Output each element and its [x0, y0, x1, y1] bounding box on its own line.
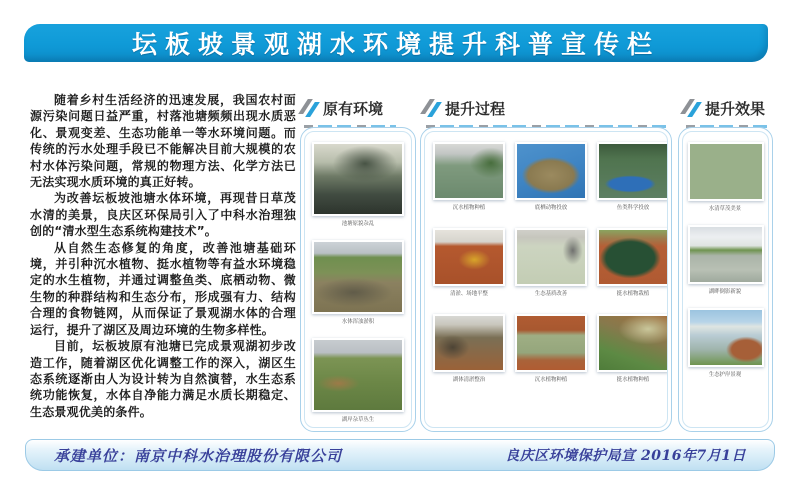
photo-figure	[433, 314, 505, 383]
photo-process-substrate-improve	[515, 228, 587, 286]
photo-figure	[597, 228, 668, 297]
panel-improvement-process	[420, 127, 672, 432]
photo-caption: 挺水植物种植	[616, 376, 650, 383]
photo-effect-green-pond	[688, 142, 764, 201]
photo-figure	[688, 308, 764, 378]
panel-inner-border	[682, 131, 769, 428]
photo-caption: 清淤、场地平整	[450, 290, 488, 297]
intro-paragraph: 为改善坛板坡池塘水体环境，再现昔日草茂水清的美景，良庆区环保局引入了中科水治理独创的“清水型生态系统构建技术”。	[30, 191, 296, 239]
photo-figure	[433, 142, 505, 211]
publisher-date-text: 良庆区环境保护局宣 2016年7月1日	[505, 448, 746, 464]
photo-caption: 生态基质改善	[534, 290, 568, 297]
photo-process-fish-release	[597, 142, 668, 200]
panel-inner-border	[424, 131, 668, 428]
photo-caption: 生态护岸景观	[709, 371, 742, 378]
photo-figure	[597, 314, 668, 383]
photo-process-dredging	[433, 314, 505, 372]
photo-caption: 水清草茂美景	[709, 205, 742, 212]
page-title: 坛板坡景观湖水环境提升科普宣传栏	[131, 30, 660, 59]
photo-caption: 沉水植物种植	[452, 204, 486, 211]
photo-caption: 鱼类科学投放	[616, 204, 650, 211]
panel-inner-border	[304, 131, 412, 428]
photo-caption: 沉水植物种植	[534, 376, 568, 383]
double-slash-icon	[424, 99, 440, 117]
photo-figure	[312, 142, 404, 227]
photo-original-weedy-bank	[312, 338, 404, 412]
photo-figure	[597, 142, 668, 211]
photo-caption: 湖岸杂草丛生	[341, 416, 375, 423]
double-slash-icon	[684, 99, 700, 117]
photo-figure	[688, 142, 764, 212]
photo-figure	[688, 225, 764, 295]
intro-paragraph: 目前，坛板坡原有池塘已完成景观湖初步改造工作，随着湖区优化调整工作的深入，湖区生态系统逐渐由人为设计转为自然演替，水生态系统功能恢复，水体自净能力满足水质长期稳定、生态景观优美的条件。	[30, 339, 296, 419]
panel-original-environment	[300, 127, 416, 432]
photo-process-planting-pond	[433, 142, 505, 200]
contractor-text: 承建单位：南京中科水治理股份有限公司	[54, 446, 343, 465]
photo-figure	[312, 240, 404, 325]
photo-process-emergent-planting	[597, 314, 668, 372]
section-label: 提升效果	[705, 99, 766, 118]
panel-improvement-effect	[678, 127, 773, 432]
intro-paragraph: 随着乡村生活经济的迅速发展，我国农村面源污染问题日益严重，村落池塘频频出现水质恶化、景观变差、生态功能单一等水环境问题。而传统的污水处理手段已不能解决目前大规模的农村水体污染问题，常规的物理方法、化学方法已无法实现水质环境的真正好转。	[30, 93, 296, 190]
intro-text-block	[30, 92, 296, 420]
intro-paragraph: 从自然生态修复的角度，改善池塘基础环境，并引种沉水植物、挺水植物等有益水环境稳定的水生植物，并通过调整鱼类、底栖动物、微生物的种群结构和生态分布，形成强有力、结构合理的食物链网，从而保证了景观湖水体的合理运行，提升了湖区及周边环境的生物多样性。	[30, 240, 296, 337]
photo-process-excavator-grading	[433, 228, 505, 286]
photo-caption: 水体浑浊淤积	[341, 318, 375, 325]
title-banner	[24, 24, 768, 62]
photo-caption: 池塘原貌杂乱	[341, 220, 375, 227]
double-slash-icon	[302, 99, 318, 117]
photo-process-submerged-planting	[515, 314, 587, 372]
photo-figure	[312, 338, 404, 423]
section-label: 原有环境	[323, 99, 384, 118]
photo-process-snail-boat	[515, 142, 587, 200]
photo-caption: 湖畔倒影新貌	[709, 288, 742, 295]
photo-effect-eco-bank	[688, 308, 764, 367]
photo-caption: 挺水植物栽植	[616, 290, 650, 297]
section-header-effect	[684, 93, 765, 123]
photo-original-misty-pond	[312, 142, 404, 216]
photo-figure	[515, 142, 587, 211]
photo-caption: 湖体清淤整治	[452, 376, 486, 383]
section-header-original	[302, 93, 383, 123]
section-label: 提升过程	[445, 99, 506, 118]
photo-caption: 底栖动物投放	[534, 204, 568, 211]
footer-bar	[25, 439, 775, 471]
photo-figure	[515, 314, 587, 383]
section-header-process	[424, 93, 505, 123]
photo-original-muddy-pond	[312, 240, 404, 314]
photo-figure	[433, 228, 505, 297]
photo-process-bank-shaping	[597, 228, 668, 286]
photo-figure	[515, 228, 587, 297]
photo-effect-building-reflection	[688, 225, 764, 284]
